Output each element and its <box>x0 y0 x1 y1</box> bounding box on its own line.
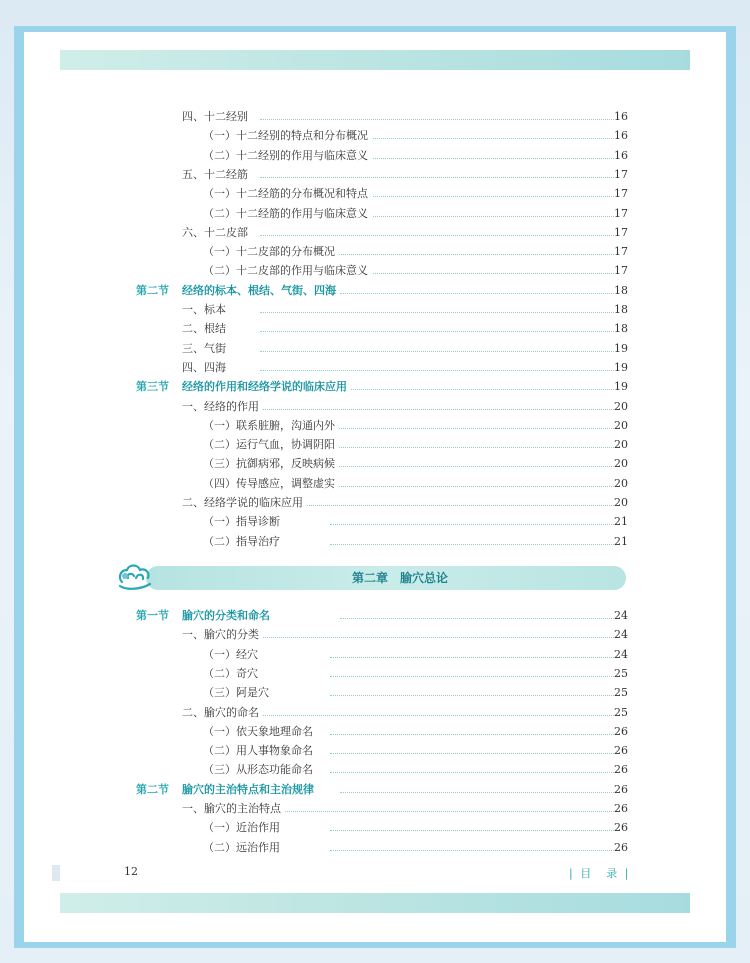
toc-page-number: 20 <box>614 399 628 413</box>
toc-page-number: 20 <box>614 438 628 452</box>
toc-page-number: 20 <box>614 476 628 490</box>
dot-leader <box>330 447 614 448</box>
toc-page-number: 17 <box>614 245 628 259</box>
toc-entry-title: （四）传导感应，调整虚实 <box>203 474 339 493</box>
toc-page-number: 17 <box>614 206 628 220</box>
dot-leader <box>330 657 614 658</box>
toc-entry-title: （一）十二经筋的分布概况和特点 <box>203 184 372 203</box>
toc-entry[interactable] <box>0 493 750 512</box>
toc-page-number: 19 <box>614 360 628 374</box>
toc-entry-title: 二、根结 <box>182 319 230 338</box>
toc-page-number: 24 <box>614 628 628 642</box>
toc-page-number: 26 <box>614 763 628 777</box>
toc-entry[interactable] <box>0 683 750 702</box>
toc-page-number: 16 <box>614 129 628 143</box>
dot-leader <box>330 544 614 545</box>
dot-leader <box>330 486 614 487</box>
toc-entry[interactable] <box>0 339 750 358</box>
toc-page-number: 20 <box>614 418 628 432</box>
toc-entry-title: （二）远治作用 <box>203 838 284 857</box>
dot-leader <box>260 505 614 506</box>
toc-entry[interactable] <box>0 722 750 741</box>
toc-page-number: 25 <box>614 705 628 719</box>
toc-section-entry[interactable] <box>0 281 750 300</box>
dot-leader <box>330 753 614 754</box>
toc-entry[interactable] <box>0 204 750 223</box>
toc-page-number: 26 <box>614 802 628 815</box>
toc-entry-title: （一）近治作用 <box>203 818 284 837</box>
dot-leader <box>340 792 614 793</box>
toc-page-number: 24 <box>614 609 628 622</box>
toc-entry-title: （二）十二经别的作用与临床意义 <box>203 146 372 165</box>
dot-leader <box>330 734 614 735</box>
toc-page-number: 25 <box>614 686 628 700</box>
toc-entry-title: （二）运行气血，协调阴阳 <box>203 435 339 454</box>
toc-entry[interactable] <box>0 319 750 338</box>
dot-leader <box>330 158 614 159</box>
toc-page-number: 24 <box>614 647 628 661</box>
toc-entry-title: 一、标本 <box>182 300 230 319</box>
toc-page-number: 20 <box>614 496 628 509</box>
dot-leader <box>330 695 614 696</box>
toc-page-number: 17 <box>614 225 628 239</box>
toc-entry-title: 二、腧穴的命名 <box>182 703 263 722</box>
toc-entry-title: （二）十二经筋的作用与临床意义 <box>203 204 372 223</box>
running-footer-label: | 目 录 | <box>569 867 631 880</box>
section-number: 第三节 <box>136 380 169 394</box>
dot-leader <box>260 409 614 410</box>
toc-entry[interactable] <box>0 741 750 760</box>
toc-entry-title: 三、气街 <box>182 339 230 358</box>
toc-entry-title: 经络的标本、根结、气街、四海 <box>182 281 340 300</box>
dot-leader <box>260 637 614 638</box>
dot-leader <box>260 331 614 332</box>
dot-leader <box>260 811 614 812</box>
toc-entry-title: 二、经络学说的临床应用 <box>182 493 307 512</box>
toc-entry-title: （一）指导诊断 <box>203 512 284 531</box>
dot-leader <box>260 177 614 178</box>
dot-leader <box>260 370 614 371</box>
dot-leader <box>260 351 614 352</box>
toc-entry[interactable] <box>0 126 750 145</box>
toc-entry[interactable] <box>0 703 750 722</box>
dot-leader <box>330 428 614 429</box>
section-number: 第二节 <box>136 283 169 297</box>
toc-section-entry[interactable] <box>0 606 750 625</box>
toc-entry[interactable] <box>0 512 750 531</box>
toc-page-number: 16 <box>614 148 628 162</box>
toc-page-number: 17 <box>614 187 628 201</box>
toc-page-number: 18 <box>614 283 628 297</box>
toc-page-number: 18 <box>614 322 628 336</box>
page-number: 12 <box>124 865 138 878</box>
dot-leader <box>260 235 614 236</box>
toc-page-number: 26 <box>614 840 628 854</box>
toc-entry[interactable] <box>0 184 750 203</box>
toc-entry[interactable] <box>0 165 750 184</box>
section-number: 第一节 <box>136 609 169 622</box>
toc-entry-title: （一）联系脏腑，沟通内外 <box>203 416 339 435</box>
toc-entry-title: 一、腧穴的分类 <box>182 625 263 644</box>
dot-leader <box>330 216 614 217</box>
toc-page-number: 26 <box>614 821 628 835</box>
toc-entry[interactable] <box>0 454 750 473</box>
dot-leader <box>330 850 614 851</box>
dot-leader <box>340 389 614 390</box>
toc-page-number: 26 <box>614 782 628 796</box>
toc-entry-title: 一、经络的作用 <box>182 397 263 416</box>
toc-entry[interactable] <box>0 645 750 664</box>
toc-entry-title: （一）十二皮部的分布概况 <box>203 242 339 261</box>
toc-entry-title: （三）抗御病邪，反映病候 <box>203 454 339 473</box>
toc-entry[interactable] <box>0 242 750 261</box>
toc-section-entry[interactable] <box>0 377 750 396</box>
toc-entry-title: （三）阿是穴 <box>203 683 273 702</box>
toc-entry[interactable] <box>0 838 750 857</box>
toc-entry-title: 腧穴的分类和命名 <box>182 606 274 625</box>
toc-page-number: 19 <box>614 380 628 394</box>
toc-entry-title: 四、十二经别 <box>182 107 252 126</box>
dot-leader <box>330 830 614 831</box>
toc-entry[interactable] <box>0 474 750 493</box>
toc-entry-title: 四、四海 <box>182 358 230 377</box>
toc-entry-title: （二）指导治疗 <box>203 532 284 551</box>
toc-entry[interactable] <box>0 760 750 779</box>
chapter-title: 第二章 腧穴总论 <box>351 571 448 585</box>
dot-leader <box>330 196 614 197</box>
dot-leader <box>340 618 614 619</box>
toc-entry[interactable] <box>0 107 750 126</box>
toc-entry-title: （二）十二皮部的作用与临床意义 <box>203 261 372 280</box>
toc-entry[interactable] <box>0 818 750 837</box>
toc-entry-title: 六、十二皮部 <box>182 223 252 242</box>
toc-page-number: 21 <box>614 515 628 529</box>
toc-entry-title: （二）用人事物象命名 <box>203 741 317 760</box>
toc-page-number: 21 <box>614 534 628 548</box>
cloud-ornament-icon <box>116 560 160 594</box>
toc-entry-title: （三）从形态功能命名 <box>203 760 317 779</box>
toc-entry[interactable] <box>0 223 750 242</box>
toc-page-number: 20 <box>614 457 628 471</box>
toc-entry[interactable] <box>0 300 750 319</box>
section-number: 第二节 <box>136 782 169 796</box>
dot-leader <box>330 273 614 274</box>
dot-leader <box>330 466 614 467</box>
toc-page-number: 26 <box>614 724 628 738</box>
toc-page-number: 16 <box>614 110 628 123</box>
toc-entry[interactable] <box>0 358 750 377</box>
toc-page-number: 17 <box>614 167 628 181</box>
toc-entry[interactable] <box>0 435 750 454</box>
toc-page-number: 17 <box>614 264 628 278</box>
dot-leader <box>330 676 614 677</box>
toc-section-entry[interactable] <box>0 780 750 799</box>
toc-page-number: 18 <box>614 303 628 316</box>
toc-entry-title: 经络的作用和经络学说的临床应用 <box>182 377 351 396</box>
toc-entry-title: 一、腧穴的主治特点 <box>182 799 285 818</box>
dot-leader <box>330 772 614 773</box>
dot-leader <box>260 715 614 716</box>
toc-page-number: 26 <box>614 744 628 758</box>
toc-entry[interactable] <box>0 146 750 165</box>
dot-leader <box>340 293 614 294</box>
toc-entry-title: 五、十二经筋 <box>182 165 252 184</box>
toc-entry[interactable] <box>0 416 750 435</box>
toc-entry-title: （一）经穴 <box>203 645 262 664</box>
toc-entry[interactable] <box>0 664 750 683</box>
toc-entry-title: （二）奇穴 <box>203 664 262 683</box>
toc-entry[interactable] <box>0 261 750 280</box>
toc-page-number: 25 <box>614 666 628 680</box>
toc-page-number: 19 <box>614 341 628 355</box>
dot-leader <box>260 119 614 120</box>
toc-entry-title: （一）依天象地理命名 <box>203 722 317 741</box>
toc-entry[interactable] <box>0 397 750 416</box>
toc-entry[interactable] <box>0 625 750 644</box>
dot-leader <box>260 312 614 313</box>
dot-leader <box>330 254 614 255</box>
toc-entry[interactable] <box>0 799 750 818</box>
toc-entry-title: 腧穴的主治特点和主治规律 <box>182 780 318 799</box>
dot-leader <box>330 138 614 139</box>
dot-leader <box>330 524 614 525</box>
toc-entry-title: （一）十二经别的特点和分布概况 <box>203 126 372 145</box>
toc-entry[interactable] <box>0 532 750 551</box>
